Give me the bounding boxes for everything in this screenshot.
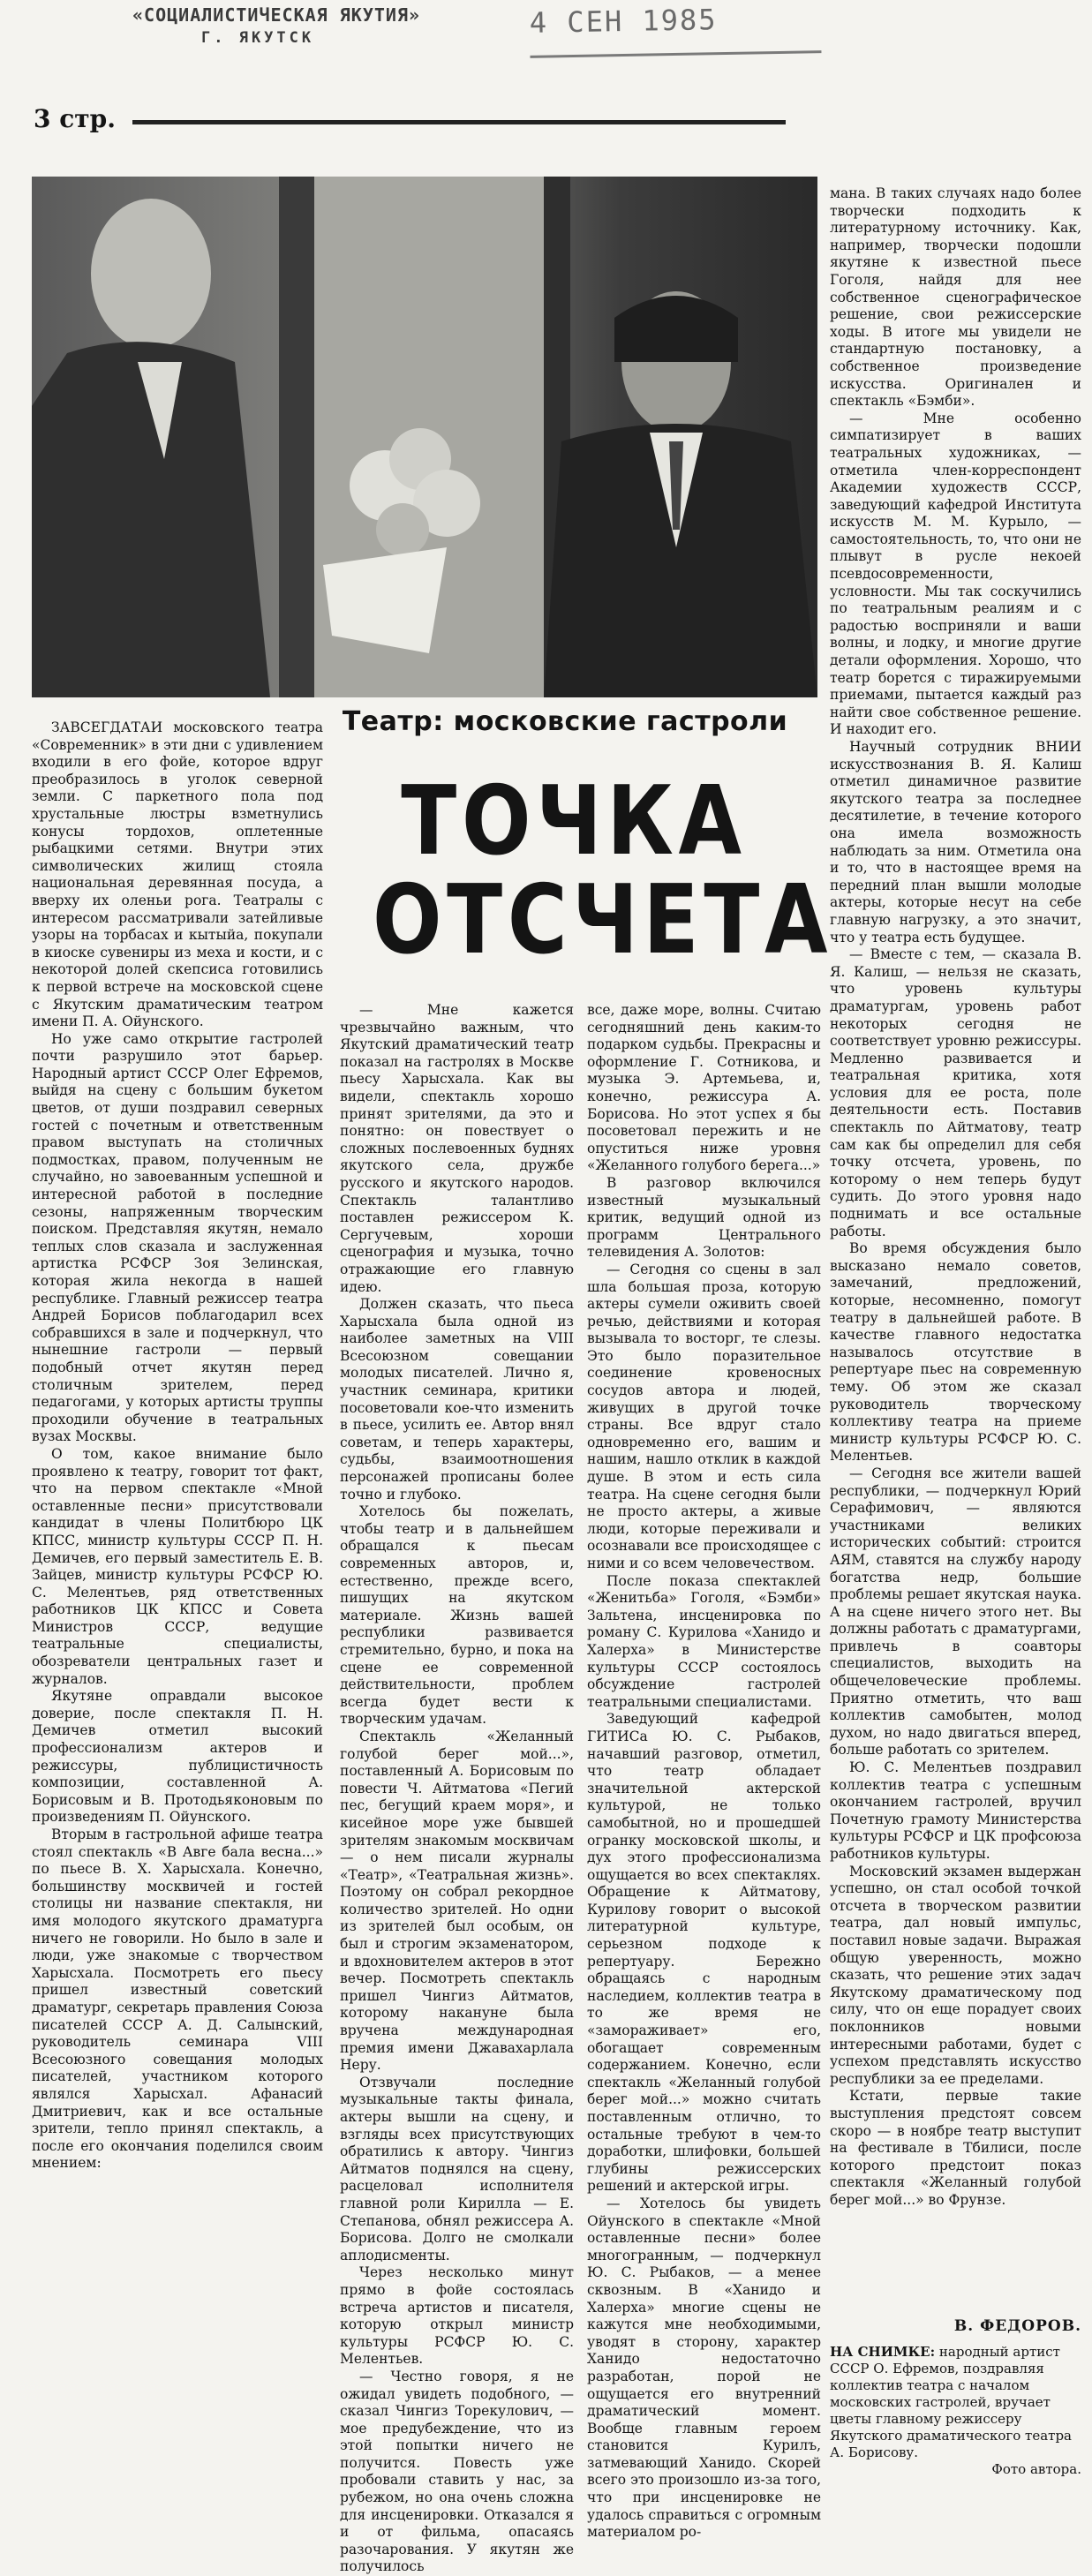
caption-label: НА СНИМКЕ:	[830, 2344, 936, 2360]
paragraph: После показа спектаклей «Женитьба» Гоголя, «Бэмби» Зальтена, инсценировка по роману С. Курилова «Ханидо и Халерха» в Министерстве культуры СССР состоялось обсуждение гастролей театральными специалистами.	[587, 1572, 821, 1710]
paragraph: Во время обсуждения было высказано немало советов, замечаний, предложений, которые, несомненно, помогут театру в дальнейшей работе. В качестве главного недостатка называлось отсутствие в репертуаре пьес на современную тему. Об этом же сказал руководитель творческому коллективу театра на приеме министр культуры РСФСР Ю. С. Мелентьев.	[830, 1240, 1081, 1465]
page-rule	[132, 120, 786, 124]
paragraph: Кстати, первые такие выступления предстоят совсем скоро — в ноябре театр выступит на фестивале в Тбилиси, после которого предстоит показ спектакля «Желанный голубой берег мой...» во Фрунзе.	[830, 2088, 1081, 2208]
paragraph: — Сегодня со сцены в зал шла большая проза, которую актеры сумели оживить своей речью, действиями и которая вызывала то восторг, те слезы. Это было поразительное соединение кровеносных сосудов автора и людей, живущих в другой точке страны. Все вдруг стало одновременно его, вашим и нашим, нашло отклик в каждой душе. В этом и есть сила театра. На сцене сегодня были не просто актеры, а живые люди, которые переживали и осознавали все происходящее с ними и со всем человечеством.	[587, 1261, 821, 1571]
paragraph: — Мне кажется чрезвычайно важным, что Якутский драматический театр показал на гастролях в Москве пьесу Харысхала. Как вы видели, спектакль хорошо принят зрителями, да это и понятно: он повествует о сложных послевоенных буднях якутского села, дружбе русского и якутского народов. Спектакль талантливо поставлен режиссером К. Сергучевым, хороши сценография и музыка, точно отражающие его главную идею.	[340, 1002, 574, 1295]
caption-text: народный артист СССР О. Ефремов, поздравляя коллектив театра с началом московских гастролей, вручает цветы главному режиссеру Якутского драматического театра А. Борисову.	[830, 2344, 1072, 2460]
paragraph: — Вместе с тем, — сказала В. Я. Калиш, — нельзя не сказать, что уровень культуры драматургам, уровень работ некоторых сегодня не соответствует уровню режиссуры. Медленно развивается и театральная критика, хотя условия для ее роста, поле деятельности есть. Поставив спектакль по Айтматову, театр сам как бы определил для себя точку отсчета, уровень, по которому о нем теперь будут судить. До этого уровня надо поднимать и все остальные работы.	[830, 946, 1081, 1239]
paragraph: Спектакль «Желанный голубой берег мой...», поставленный А. Борисовым по повести Ч. Айтматова «Пегий пес, бегущий краем моря», и кисейное море уже бывшей зрителям знакомым москвичам — о нем писали журналы «Театр», «Театральная жизнь». Поэтому он собрал рекордное количество зрителей. Но одни из зрителей был особым, он был и строгим экзаменатором, и вдохновителем актеров в этот вечер. Посмотреть спектакль пришел Чингиз Айтматов, которому накануне была вручена международная премия имени Джавахарлала Неру.	[340, 1728, 574, 2074]
paragraph: Должен сказать, что пьеса Харысхала была одной из наиболее заметных на VIII Всесоюзном совещании молодых писателей. Лично я, участник семинара, критики посоветовали кое-что изменить в пьесе, усилить ее. Автор внял советам, и теперь характеры, судьбы, взаимоотношения персонажей прописаны более точно и глубоко.	[340, 1296, 574, 1503]
paragraph: Отзвучали последние музыкальные такты финала, актеры вышли на сцену, и взгляды всех присутствующих обратились к автору. Чингиз Айтматов поднялся на сцену, расцеловал исполнителя главной роли Кирилла — Е. Степанова, обнял режиссера А. Борисова. Долго не смолкали аплодисменты.	[340, 2074, 574, 2263]
paragraph: Хотелось бы пожелать, чтобы театр и в дальнейшем обращался к пьесам современных авторов, и, естественно, прежде всего, пишущих на якутском материале. Жизнь вашей республики развивается стремительно, бурно, и пока на сцене ее современной действительности, проблем всегда будет вести к творческим удачам.	[340, 1503, 574, 1728]
article-column-left	[32, 719, 323, 2463]
article-column-middle-2	[587, 1002, 821, 2541]
paragraph: В разговор включился известный музыкальный критик, ведущий одной из программ Центрального телевидения А. Золотов:	[587, 1174, 821, 1261]
newspaper-city: Г. ЯКУТСК	[201, 29, 315, 47]
paragraph: все, даже море, волны. Считаю сегодняшний день каким-то подарком судьбы. Прекрасны и оформление Г. Сотникова, и музыка Э. Артемьева, и, конечно, режиссура А. Борисова. Но этот успех я бы посоветовал пережить и не опуститься ниже уровня «Желанного голубого берега...»	[587, 1002, 821, 1174]
paragraph: мана. В таких случаях надо более творчески подходить к литературному источнику. Как, например, творчески подошли якутяне к известной пьесе Гоголя, найдя для нее собственное сценографическое решение, свои режиссерские ходы. В итоге мы увидели не стандартную постановку, а собственное произведение искусства. Оригинален и спектакль «Бэмби».	[830, 185, 1081, 410]
paragraph: Якутяне оправдали высокое доверие, после спектакля П. Н. Демичев отметил высокий профессионализм актеров и режиссуры, публицистичность композиции, составленной А. Борисовым и В. Протодьяконовым по произведениям П. Ойунского.	[32, 1688, 323, 1826]
paragraph: Ю. С. Мелентьев поздравил коллектив театра с успешным окончанием гастролей, вручил Почетную грамоту Министерства культуры РСФСР и ЦК профсоюза работников культуры.	[830, 1759, 1081, 1862]
photo-credit: Фото автора.	[991, 2461, 1081, 2477]
paragraph: Заведующий кафедрой ГИТИСа Ю. С. Рыбаков, начавший разговор, отметил, что театр обладает значительной актерской культурой, не только самобытной, но и прошедшей огранку московской школы, и дух этого профессионализма ощущается во всех спектаклях. Обращение к Айтматову, Курилову говорит о высокой литературной культуре, серьезном подходе к репертуару. Бережно обращаясь с народным наследием, коллектив театра в то же время не «замораживает» его, обогащает современным содержанием. Конечно, если спектакль «Желанный голубой берег мой...» можно считать поставленным отлично, то остальные требуют в чем-то доработки, шлифовки, большей глубины режиссерских решений и актерской игры.	[587, 1711, 821, 2195]
paragraph: Вторым в гастрольной афише театра стоял спектакль «В Авге бала весна...» по пьесе В. Х. Харысхала. Конечно, большинству москвичей и гостей столицы ни название спектакля, ни имя молодого якутского драматурга ничего не говорили. Но было в зале и люди, уже знакомые с творчеством Харысхала. Посмотреть его пьесу пришел известный советский драматург, секретарь правления Союза писателей СССР А. Д. Салынский, руководитель семинара VIII Всесоюзного совещания молодых писателей, участником которого являлся Харысхал. Афанасий Дмитриевич, как и все остальные зрители, тепло принял спектакль, а после его окончания поделился своим мнением:	[32, 1827, 323, 2172]
date-stamp: 4 СЕН 1985	[530, 1, 822, 58]
paragraph: — Честно говоря, я не ожидал увидеть подобного, — сказал Чингиз Торекулович, — мое предубеждение, что из этой попытки ничего не получится. Повесть уже пробовали ставить у нас, за рубежом, но она очень сложна для инсценировки. Отказался я и от фильма, опасаясь разочарования. У якутян же получилось	[340, 2368, 574, 2575]
article-column-right	[830, 185, 1081, 2304]
paragraph: ЗАВСЕГДАТАИ московского театра «Современник» в эти дни с удивлением входили в его фойе, которое вдруг преобразилось в уголок северной земли. С паркетного пола под хрустальные люстры взметнулись конусы тордохов, оплетенные рыбацкими сетями. Внутри этих символических жилищ стояла национальная деревянная посуда, а вверху их оленьи рога. Театралы с интересом рассматривали затейливые узоры на торбасах и кытыйа, покупали в киоске сувениры из меха и кости, и с некоторой долей скепсиса готовились к первой встрече на московской сцене с Якутским драматическим театром имени П. А. Ойунского.	[32, 719, 323, 1030]
paragraph: Московский экзамен выдержан успешно, он стал особой точкой отсчета в творческом развитии театра, дал новый импульс, поставил новые задачи. Выражая общую уверенность, можно сказать, что решение этих задач Якутскому драматическому под силу, что он еще порадует своих поклонников новыми интересными работами, будет с успехом представлять искусство республики за ее пределами.	[830, 1863, 1081, 2087]
photo-caption	[830, 2344, 1081, 2478]
paragraph: Но уже само открытие гастролей почти разрушило этот барьер. Народный артист СССР Олег Ефремов, выйдя на сцену с большим букетом цветов, от души поздравил северных гостей с почетным и ответственным правом выступать на столичных подмостках, правом, полученным не случайно, но завоеванным успешной и интересной работой в последние сезоны, напряженным творческим поиском. Представляя якутян, немало теплых слов сказала и заслуженная артистка РСФСР Зоя Зелинская, которая жила некогда в нашей республике. Главный режиссер театра Андрей Борисов поблагодарил всех собравшихся в зале и подчеркнул, что нынешние гастроли — первый подобный отчет якутян перед столичным зрителем, перед педагогами, у которых артисты труппы проходили обучение в театральных вузах Москвы.	[32, 1030, 323, 1445]
page-number: 3 стр.	[34, 104, 116, 133]
article-column-middle-1	[340, 1002, 574, 2575]
masthead	[132, 4, 433, 58]
paragraph: — Сегодня все жители вашей республики, — подчеркнул Юрий Серафимович, — являются участниками великих исторических событий: строится АЯМ, ставятся на службу народу богатства недр, большие проблемы решает якутская наука. А на сцене ничего этого нет. Вы должны работать с драматургами, привлечь в соавторы специалистов, выходить на общечеловеческие проблемы. Приятно отметить, что ваш коллектив самобытен, молод духом, но надо двигаться вперед, больше работать со зрителем.	[830, 1465, 1081, 1759]
paragraph: Через несколько минут прямо в фойе состоялась встреча артистов и писателя, которую открыл министр культуры РСФСР Ю. С. Мелентьев.	[340, 2264, 574, 2368]
article-rubric: Театр: московские гастроли	[342, 706, 788, 737]
article-headline: ТОЧКА ОТСЧЕТА	[373, 766, 833, 975]
paragraph: О том, какое внимание было проявлено к театру, говорит тот факт, что на первом спектакле «Мной оставленные песни» присутствовали кандидат в члены Политбюро ЦК КПСС, министр культуры СССР П. Н. Демичев, его первый заместитель Е. В. Зайцев, министр культуры РСФСР Ю. С. Мелентьев, ряд ответственных работников ЦК КПСС и Совета Министров СССР, ведущие театральные специалисты, обозреватели центральных газет и журналов.	[32, 1445, 323, 1687]
newspaper-name: «СОЦИАЛИСТИЧЕСКАЯ ЯКУТИЯ»	[132, 4, 421, 26]
photo-illustration	[32, 177, 817, 697]
paragraph: — Мне особенно симпатизирует в ваших театральных художниках, — отметила член-корреспондент Академии художеств СССР, заведующий кафедрой Института искусств М. М. Курыло, — самостоятельность, то, что они не плывут в русле некоей псевдосовременности, условности. Мы так соскучились по театральным реалиям и с радостью восприняли и ваши волны, и лодку, и многие другие детали оформления. Хорошо, что театр борется с тиражируемыми приемами, пытается каждый раз найти свое собственное решение. И находит его.	[830, 410, 1081, 738]
article-photo	[32, 177, 817, 697]
author-signature: В. ФЕДОРОВ.	[953, 2317, 1081, 2335]
paragraph: Научный сотрудник ВНИИ искусствознания В. Я. Калиш отметил динамичное развитие якутского театра за последнее десятилетие, в течение которого она имела возможность наблюдать за ним. Отметила она и то, что в настоящее время на передний план вышли молодые актеры, которые несут на себе главную нагрузку, а это значит, что у театра есть будущее.	[830, 739, 1081, 945]
paragraph: — Хотелось бы увидеть Ойунского в спектакле «Мной оставленные песни» более многогранным, — подчеркнул Ю. С. Рыбаков, — а менее сквозным. В «Ханидо и Халерха» многие сцены не кажутся мне необходимыми, уводят в сторону, характер Ханидо недостаточно разработан, порой не ощущается его внутренний драматический момент. Вообще главным героем становится Курилъ, затмевающий Ханидо. Скорей всего это произошло из-за того, что при инсценировке не удалось справиться с огромным материалом ро-	[587, 2195, 821, 2541]
